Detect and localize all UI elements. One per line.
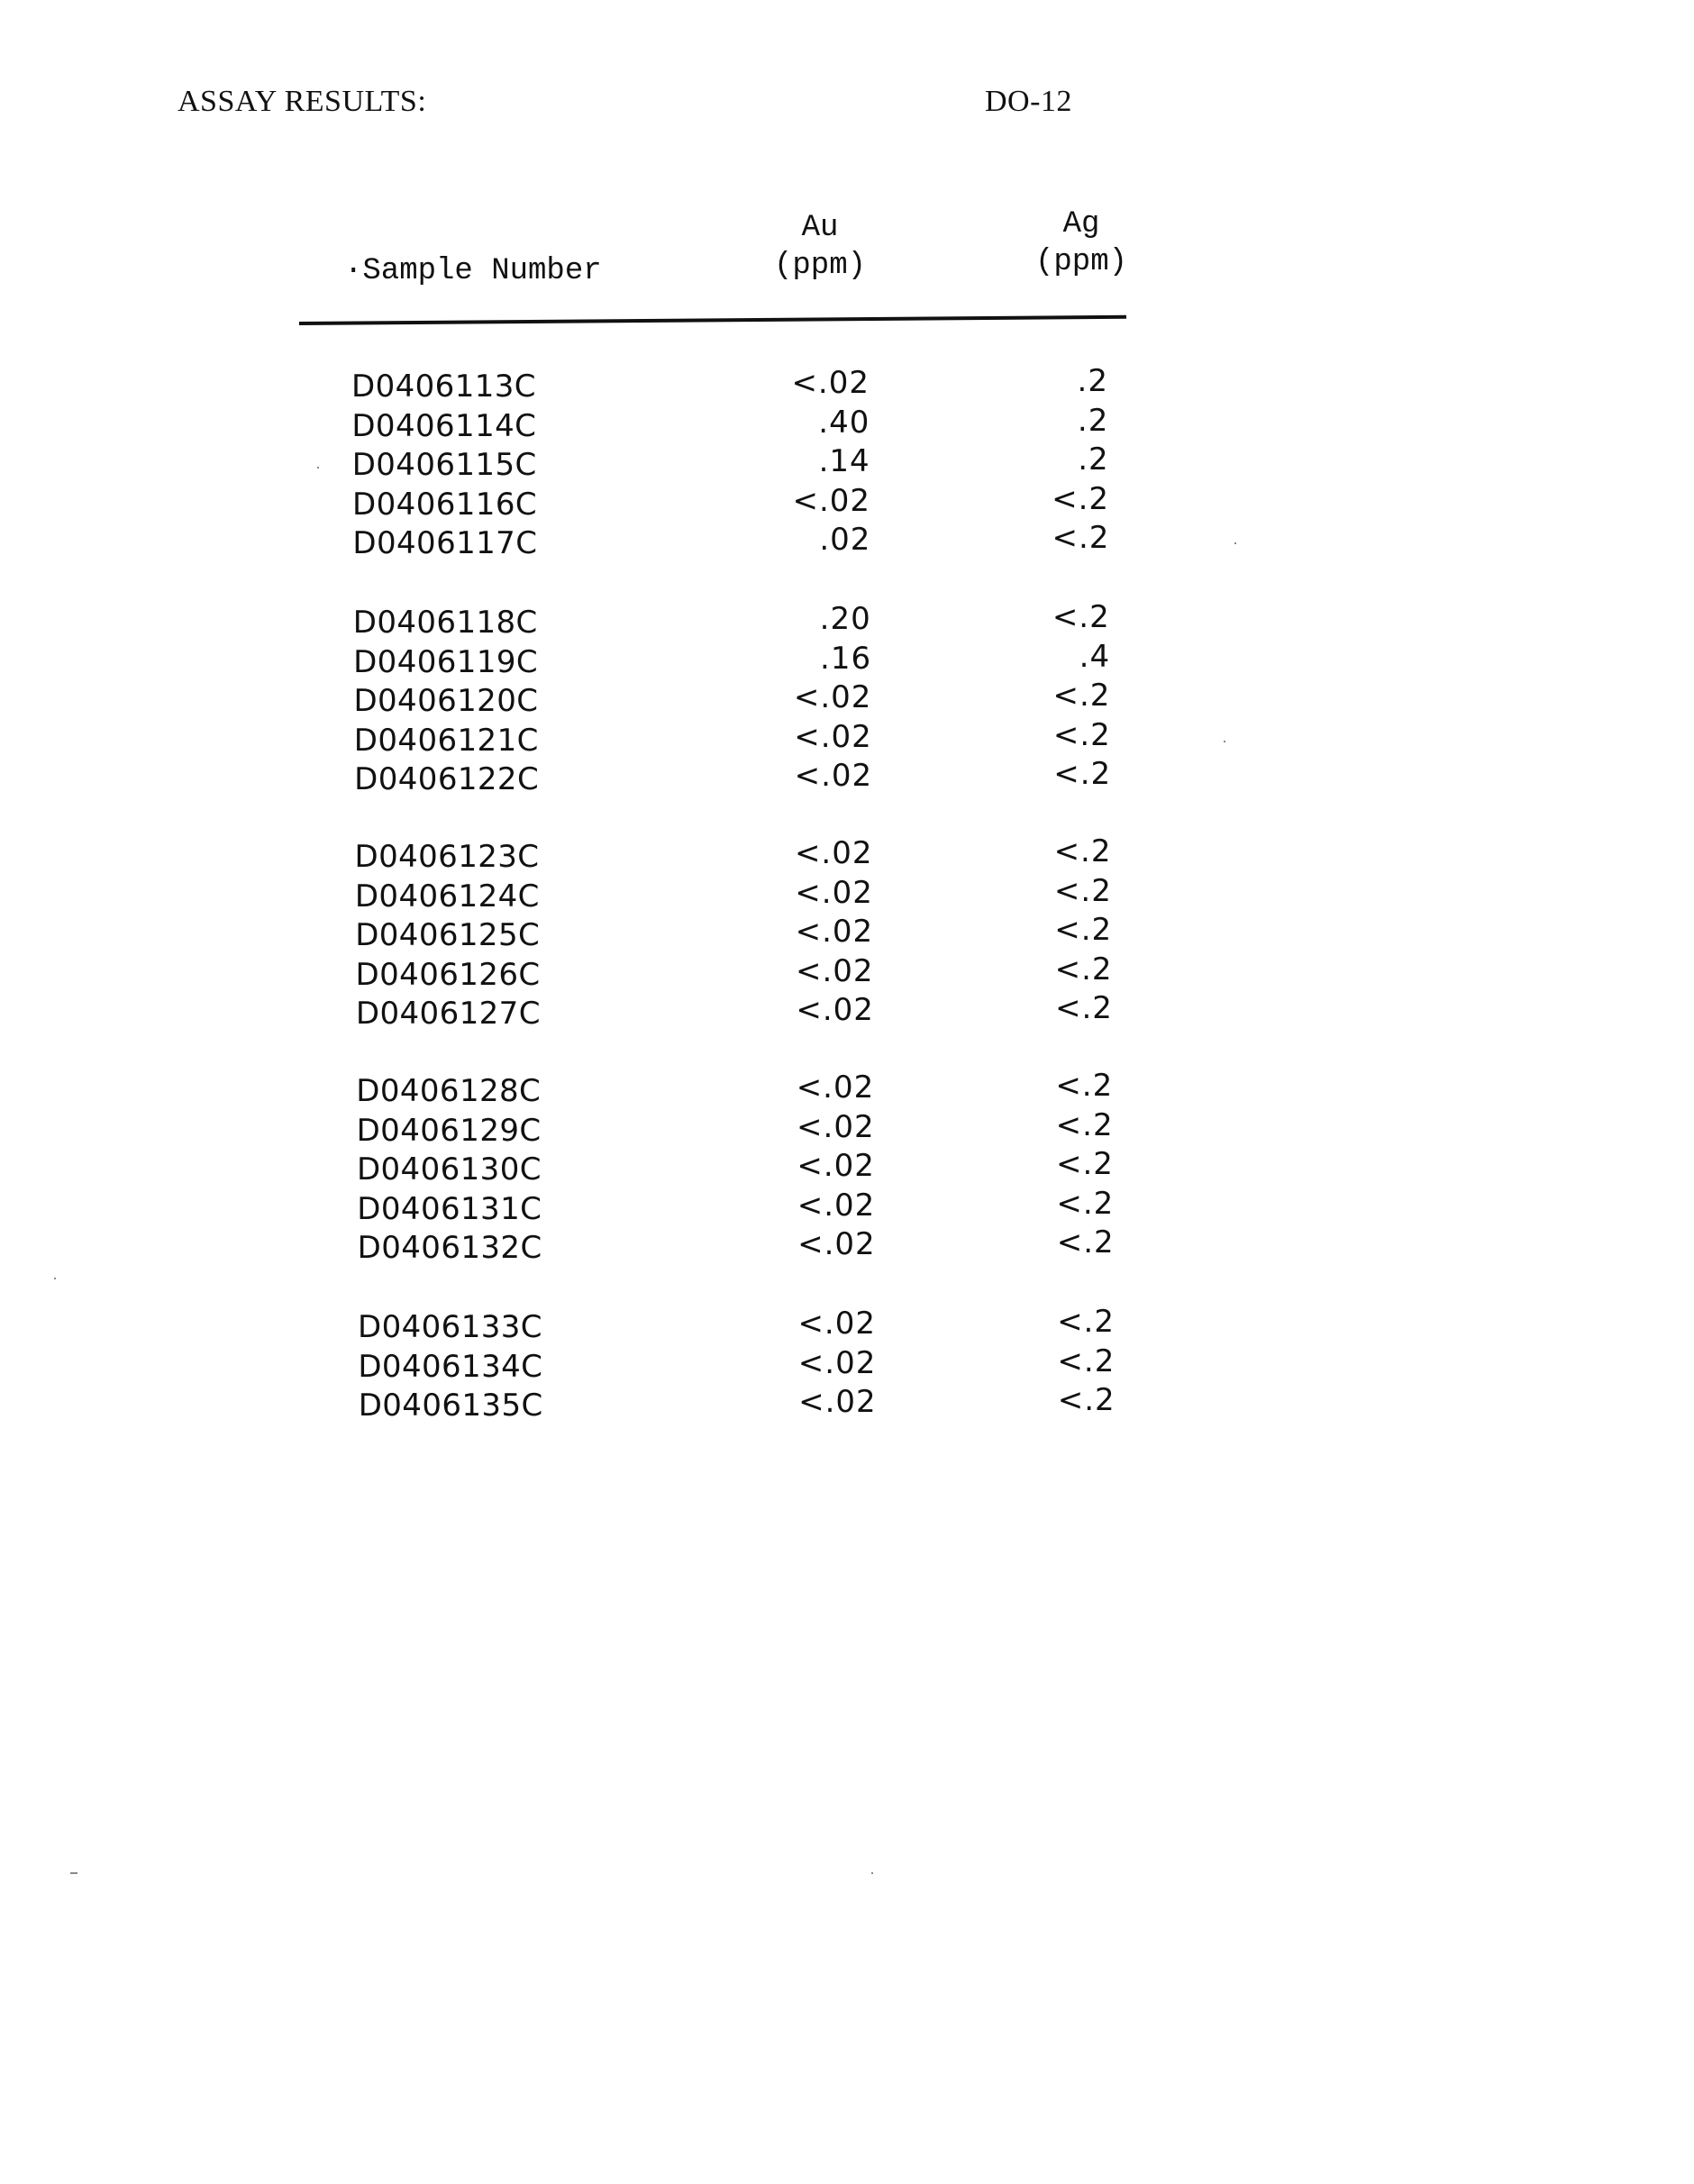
sample-number-cell: D0406123C bbox=[354, 839, 540, 875]
table-row bbox=[0, 599, 1694, 642]
ag-value-cell: <.2 bbox=[1056, 1224, 1115, 1260]
ag-value-cell: <.2 bbox=[1054, 990, 1113, 1026]
ag-value-cell: <.2 bbox=[1052, 678, 1111, 714]
table-row bbox=[0, 1342, 1694, 1387]
scan-speck bbox=[1234, 542, 1236, 544]
table-row bbox=[0, 480, 1694, 524]
ag-value-cell: <.2 bbox=[1052, 716, 1111, 753]
document-title: ASSAY RESULTS: bbox=[178, 85, 427, 118]
ag-value-cell: <.2 bbox=[1055, 1068, 1114, 1104]
sample-number-cell: D0406127C bbox=[355, 996, 541, 1032]
ag-value-cell: .2 bbox=[1077, 402, 1109, 439]
table-row bbox=[0, 1146, 1694, 1189]
au-value-cell: <.02 bbox=[797, 1306, 876, 1342]
au-unit: (ppm) bbox=[773, 249, 867, 283]
ag-unit: (ppm) bbox=[1034, 245, 1128, 279]
sample-number-cell: D0406119C bbox=[353, 643, 539, 680]
sample-number-cell: D0406113C bbox=[351, 369, 536, 405]
scan-speck bbox=[871, 1872, 873, 1874]
au-value-cell: <.02 bbox=[798, 1384, 877, 1420]
au-value-cell: <.02 bbox=[797, 1226, 876, 1262]
table-row bbox=[0, 1106, 1694, 1151]
au-value-cell: <.02 bbox=[797, 1344, 877, 1381]
table-row bbox=[0, 1224, 1694, 1268]
ag-value-cell: <.2 bbox=[1056, 1146, 1114, 1182]
sample-number-cell: D0406135C bbox=[358, 1388, 543, 1424]
ag-value-cell: <.2 bbox=[1057, 1304, 1115, 1340]
au-value-cell: <.02 bbox=[797, 1148, 875, 1184]
table-row bbox=[0, 990, 1694, 1033]
scan-speck bbox=[1224, 741, 1225, 742]
sample-number-cell: D0406133C bbox=[358, 1309, 542, 1345]
scan-speck bbox=[54, 1278, 56, 1279]
table-row bbox=[0, 872, 1694, 916]
ag-value-cell: <.2 bbox=[1053, 872, 1112, 909]
au-label: Au bbox=[801, 211, 839, 245]
table-row bbox=[0, 1068, 1694, 1111]
sample-number-cell: D0406130C bbox=[356, 1151, 542, 1188]
sample-number-cell: D0406126C bbox=[355, 956, 541, 993]
au-value-cell: .02 bbox=[819, 522, 871, 558]
table-row bbox=[0, 1185, 1694, 1229]
au-value-cell: <.02 bbox=[797, 1108, 875, 1145]
column-header-sample-number: ·Sample Number bbox=[344, 254, 602, 288]
ag-value-cell: <.2 bbox=[1054, 951, 1113, 987]
ag-value-cell: <.2 bbox=[1057, 1342, 1116, 1379]
table-row bbox=[0, 1304, 1694, 1347]
au-value-cell: <.02 bbox=[794, 758, 873, 794]
table-row bbox=[0, 441, 1694, 485]
table-row bbox=[0, 951, 1694, 995]
sample-number-cell: D0406117C bbox=[352, 525, 538, 561]
sample-number-cell: D0406116C bbox=[352, 486, 537, 523]
au-value-cell: .40 bbox=[818, 404, 870, 441]
ag-label: Ag bbox=[1062, 207, 1100, 241]
table-row bbox=[0, 756, 1694, 799]
table-row bbox=[0, 638, 1694, 682]
sample-number-cell: D0406121C bbox=[353, 722, 539, 759]
sample-number-cell: D0406129C bbox=[356, 1112, 542, 1149]
sample-number-cell: D0406118C bbox=[352, 605, 538, 641]
table-row bbox=[0, 1382, 1694, 1425]
au-value-cell: <.02 bbox=[794, 718, 872, 755]
ag-value-cell: <.2 bbox=[1052, 520, 1110, 556]
ag-value-cell: <.2 bbox=[1052, 599, 1110, 635]
au-value-cell: <.02 bbox=[795, 874, 873, 911]
table-row bbox=[0, 402, 1694, 446]
scan-speck bbox=[317, 467, 319, 469]
au-value-cell: <.02 bbox=[791, 365, 870, 401]
ag-value-cell: <.2 bbox=[1053, 756, 1112, 792]
sample-number-cell: D0406114C bbox=[351, 407, 537, 444]
ag-value-cell: <.2 bbox=[1052, 480, 1110, 517]
sample-number-cell: D0406128C bbox=[356, 1073, 542, 1109]
au-value-cell: .20 bbox=[819, 601, 871, 637]
ag-value-cell: <.2 bbox=[1053, 833, 1112, 869]
table-row bbox=[0, 363, 1694, 406]
sample-number-cell: D0406131C bbox=[357, 1190, 542, 1227]
sample-number-cell: D0406120C bbox=[353, 683, 539, 719]
ag-value-cell: .4 bbox=[1079, 638, 1111, 675]
table-row bbox=[0, 716, 1694, 760]
au-value-cell: <.02 bbox=[793, 679, 872, 715]
ag-value-cell: <.2 bbox=[1056, 1185, 1115, 1222]
ag-value-cell: .2 bbox=[1077, 363, 1108, 399]
ag-value-cell: <.2 bbox=[1057, 1382, 1116, 1418]
au-value-cell: <.02 bbox=[795, 952, 874, 989]
scan-speck bbox=[70, 1872, 77, 1874]
sample-number-cell: D0406134C bbox=[358, 1348, 543, 1385]
ag-value-cell: <.2 bbox=[1055, 1106, 1114, 1143]
au-value-cell: <.02 bbox=[796, 1069, 875, 1106]
au-value-cell: .16 bbox=[820, 640, 872, 677]
ag-value-cell: <.2 bbox=[1054, 912, 1113, 948]
sample-number-cell: D0406124C bbox=[354, 878, 540, 915]
table-row bbox=[0, 912, 1694, 955]
au-value-cell: <.02 bbox=[796, 992, 874, 1028]
ag-value-cell: .2 bbox=[1078, 441, 1109, 478]
sample-number-cell: D0406122C bbox=[354, 761, 540, 797]
au-value-cell: <.02 bbox=[797, 1187, 876, 1224]
table-row bbox=[0, 833, 1694, 877]
au-value-cell: <.02 bbox=[792, 482, 871, 519]
table-row bbox=[0, 678, 1694, 721]
au-value-cell: .14 bbox=[818, 443, 870, 479]
au-value-cell: <.02 bbox=[795, 914, 874, 950]
sample-number-cell: D0406115C bbox=[351, 447, 537, 483]
document-id: DO-12 bbox=[985, 85, 1072, 118]
sample-number-cell: D0406132C bbox=[357, 1230, 542, 1266]
table-row bbox=[0, 520, 1694, 563]
sample-number-cell: D0406125C bbox=[355, 917, 541, 953]
au-value-cell: <.02 bbox=[794, 835, 873, 871]
